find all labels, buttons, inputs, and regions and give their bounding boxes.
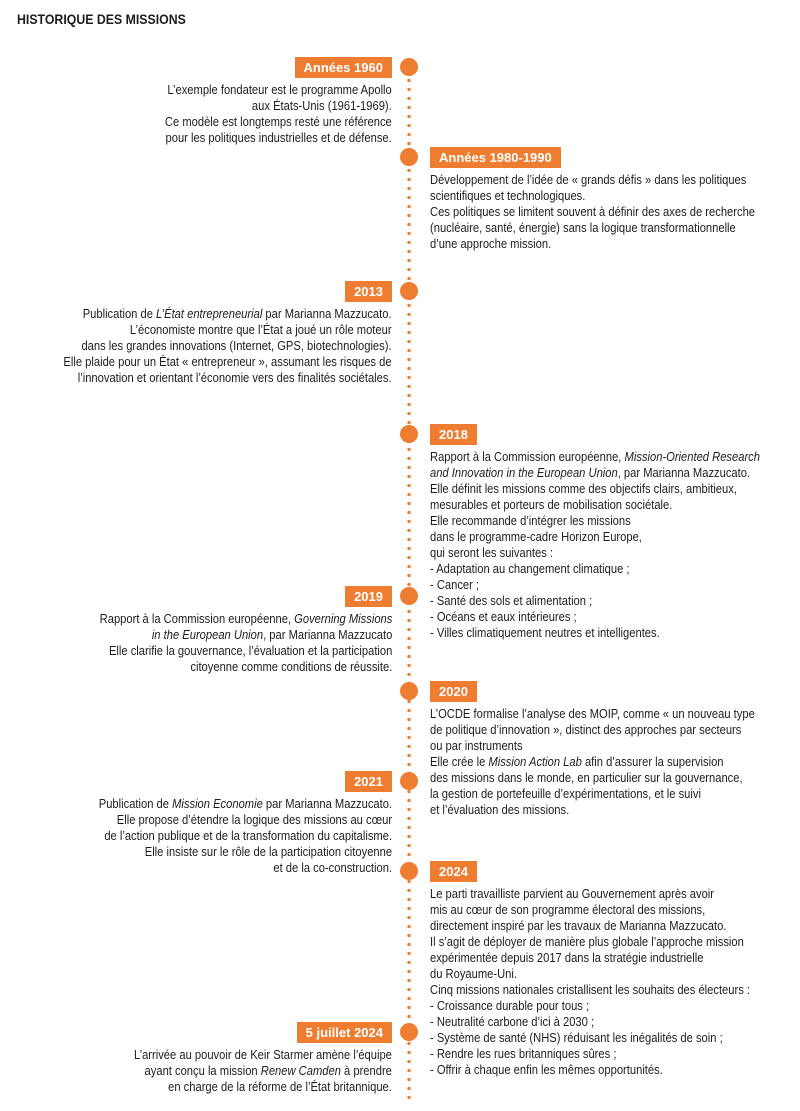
text-segment-italic: Mission Economie <box>172 796 263 811</box>
text-segment-italic: L’État entrepreneurial <box>156 306 263 321</box>
text-segment: directement inspiré par les travaux de Marianna Mazzucato. <box>430 918 727 933</box>
text-segment: L’économiste montre que l’État a joué un rôle moteur <box>130 322 392 337</box>
date-badge: 2018 <box>430 424 477 445</box>
timeline-entry-6 <box>430 681 800 818</box>
text-segment: Développement de l’idée de « grands défis » dans les politiques <box>430 172 747 187</box>
text-line <box>430 625 760 641</box>
text-segment: L’OCDE formalise l’analyse des MOIP, comme « un nouveau type <box>430 706 755 721</box>
text-line <box>430 998 750 1014</box>
text-segment: - Offrir à chaque enfin les mêmes opportunités. <box>430 1062 663 1077</box>
text-line <box>430 802 755 818</box>
text-segment: Elle clarifie la gouvernance, l’évaluation et la participation <box>108 643 392 658</box>
text-line <box>64 306 392 322</box>
text-segment: qui seront les suivantes : <box>430 545 554 560</box>
timeline-dot <box>400 1023 418 1041</box>
text-line <box>99 643 392 659</box>
timeline-entry-1 <box>0 57 392 146</box>
text-segment: Elle crée le <box>430 754 489 769</box>
text-segment-italic: Mission Action Lab <box>488 754 582 769</box>
text-segment: et de la co-construction. <box>273 860 392 875</box>
text-line <box>430 545 760 561</box>
date-badge: 2021 <box>345 771 392 792</box>
text-line <box>430 172 755 188</box>
text-line <box>430 449 760 465</box>
text-segment: , par Marianna Mazzucato <box>262 627 392 642</box>
timeline-dot <box>400 425 418 443</box>
date-badge: 2013 <box>345 281 392 302</box>
timeline-entry-4 <box>430 424 800 641</box>
text-line <box>430 706 755 722</box>
text-segment: Elle plaide pour un État « entrepreneur », assumant les risques de <box>63 354 392 369</box>
text-line <box>64 354 392 370</box>
text-segment: - Rendre les rues britanniques sûres ; <box>430 1046 617 1061</box>
text-segment: - Neutralité carbone d’ici à 2030 ; <box>430 1014 595 1029</box>
text-segment: de l’action publique et de la transformation du capitalisme. <box>104 828 392 843</box>
text-line <box>99 844 392 860</box>
text-segment: - Adaptation au changement climatique ; <box>430 561 630 576</box>
text-segment: Rapport à la Commission européenne, <box>99 611 294 626</box>
date-badge: 2020 <box>430 681 477 702</box>
date-badge: Années 1960 <box>295 57 393 78</box>
text-line <box>430 1030 750 1046</box>
date-badge: 5 juillet 2024 <box>297 1022 392 1043</box>
timeline-entry-3 <box>0 281 392 386</box>
text-line <box>430 918 750 934</box>
text-line <box>165 130 392 146</box>
text-segment: Ce modèle est longtemps resté une référence <box>165 114 392 129</box>
text-line <box>430 1014 750 1030</box>
text-segment: Elle propose d’étendre la logique des missions au cœur <box>116 812 392 827</box>
text-segment: du Royaume-Uni. <box>430 966 517 981</box>
timeline-dot <box>400 282 418 300</box>
text-line <box>64 370 392 386</box>
text-line <box>430 465 760 481</box>
text-segment: pour les politiques industrielles et de défense. <box>165 130 392 145</box>
text-segment: par Marianna Mazzucato. <box>262 306 392 321</box>
text-segment: L’exemple fondateur est le programme Apollo <box>167 82 392 97</box>
text-line <box>64 322 392 338</box>
date-badge: 2019 <box>345 586 392 607</box>
text-line <box>99 812 392 828</box>
text-segment-italic: Renew Camden <box>260 1063 342 1078</box>
text-line <box>99 860 392 876</box>
timeline-dot <box>400 862 418 880</box>
text-line <box>430 950 750 966</box>
text-line <box>430 513 760 529</box>
text-line <box>430 609 760 625</box>
text-segment: mesurables et porteurs de mobilisation sociétale. <box>430 497 673 512</box>
text-segment-italic: and Innovation in the European Union <box>430 465 618 480</box>
text-segment: citoyenne comme conditions de réussite. <box>190 659 392 674</box>
text-segment-italic: Governing Missions <box>293 611 392 626</box>
text-segment: Il s’agit de déployer de manière plus globale l’approche mission <box>430 934 744 949</box>
entry-text <box>51 796 392 876</box>
timeline-dot <box>400 58 418 76</box>
timeline-dot <box>400 682 418 700</box>
text-line <box>134 1063 392 1079</box>
text-segment: la gestion de portefeuille d’expérimentations, et le suivi <box>430 786 701 801</box>
text-segment: de politique d’innovation », distinct des approches par secteurs <box>430 722 742 737</box>
text-segment: ou par instruments <box>430 738 523 753</box>
text-line <box>99 796 392 812</box>
text-segment: et l’évaluation des missions. <box>430 802 570 817</box>
entry-text <box>128 82 392 146</box>
text-segment: mis au cœur de son programme électoral des missions, <box>430 902 706 917</box>
text-line <box>430 220 755 236</box>
text-segment: L’arrivée au pouvoir de Keir Starmer amène l’équipe <box>134 1047 392 1062</box>
entry-text <box>430 449 800 641</box>
entry-text <box>92 1047 392 1095</box>
entry-text <box>430 886 800 1078</box>
timeline-dot <box>400 148 418 166</box>
text-segment: Le parti travailliste parvient au Gouvernement après avoir <box>430 886 715 901</box>
timeline-entry-2 <box>430 147 800 252</box>
text-line <box>165 82 392 98</box>
text-segment: , par Marianna Mazzucato. <box>617 465 751 480</box>
text-segment: ayant conçu la mission <box>144 1063 261 1078</box>
text-segment: dans le programme-cadre Horizon Europe, <box>430 529 642 544</box>
entry-text <box>10 306 392 386</box>
text-segment: Rapport à la Commission européenne, <box>430 449 625 464</box>
timeline-line <box>407 67 411 1102</box>
text-segment: scientifiques et technologiques. <box>430 188 586 203</box>
text-segment-italic: in the European Union <box>151 627 263 642</box>
text-line <box>430 886 750 902</box>
text-line <box>430 738 755 754</box>
text-line <box>430 593 760 609</box>
text-line <box>430 770 755 786</box>
text-line <box>430 934 750 950</box>
text-line <box>64 338 392 354</box>
text-segment: Publication de <box>83 306 157 321</box>
text-line <box>430 966 750 982</box>
text-line <box>430 754 755 770</box>
entry-text <box>52 611 392 675</box>
text-line <box>165 114 392 130</box>
text-segment: - Villes climatiquement neutres et intelligentes. <box>430 625 660 640</box>
text-segment-italic: Mission-Oriented Research <box>624 449 760 464</box>
text-line <box>430 982 750 998</box>
text-segment: Elle définit les missions comme des objectifs clairs, ambitieux, <box>430 481 737 496</box>
text-line <box>99 659 392 675</box>
text-segment: - Système de santé (NHS) réduisant les inégalités de soin ; <box>430 1030 723 1045</box>
text-line <box>430 204 755 220</box>
text-segment: aux États-Unis (1961-1969). <box>252 98 392 113</box>
timeline-entry-7 <box>0 771 392 876</box>
text-segment: Cinq missions nationales cristallisent les souhaits des électeurs : <box>430 982 751 997</box>
text-segment: Publication de <box>98 796 173 811</box>
timeline-entry-9 <box>0 1022 392 1095</box>
text-line <box>430 786 755 802</box>
text-segment: dans les grandes innovations (Internet, GPS, biotechnologies). <box>81 338 393 353</box>
text-line <box>430 529 760 545</box>
text-segment: en charge de la réforme de l’État britannique. <box>168 1079 392 1094</box>
text-segment: (nucléaire, santé, énergie) sans la logique transformationnelle <box>430 220 736 235</box>
text-segment: Ces politiques se limitent souvent à définir des axes de recherche <box>430 204 756 219</box>
date-badge: Années 1980-1990 <box>430 147 561 168</box>
text-segment: des missions dans le monde, en particulier sur la gouvernance, <box>430 770 743 785</box>
text-line <box>165 98 392 114</box>
text-line <box>430 1046 750 1062</box>
text-segment: - Océans et eaux intérieures ; <box>430 609 577 624</box>
timeline-entry-8 <box>430 861 800 1078</box>
text-line <box>134 1079 392 1095</box>
text-segment: - Croissance durable pour tous ; <box>430 998 590 1013</box>
text-segment: afin d’assurer la supervision <box>581 754 724 769</box>
page-title: HISTORIQUE DES MISSIONS <box>17 11 186 27</box>
timeline-dot <box>400 772 418 790</box>
text-line <box>430 1062 750 1078</box>
text-line <box>99 627 392 643</box>
text-line <box>430 188 755 204</box>
text-segment: Elle recommande d’intégrer les missions <box>430 513 631 528</box>
entry-text <box>430 172 800 252</box>
text-line <box>430 497 760 513</box>
text-segment: d’une approche mission. <box>430 236 552 251</box>
timeline-entry-5 <box>0 586 392 675</box>
text-line <box>99 611 392 627</box>
text-line <box>430 561 760 577</box>
text-line <box>430 577 760 593</box>
text-line <box>430 236 755 252</box>
date-badge: 2024 <box>430 861 477 882</box>
text-line <box>134 1047 392 1063</box>
text-segment: - Cancer ; <box>430 577 480 592</box>
text-segment: à prendre <box>341 1063 392 1078</box>
text-segment: l’innovation et orientant l’économie vers des finalités sociétales. <box>78 370 392 385</box>
text-segment: Elle insiste sur le rôle de la participation citoyenne <box>144 844 392 859</box>
timeline-dot <box>400 587 418 605</box>
text-line <box>430 722 755 738</box>
text-segment: expérimentée depuis 2017 dans la stratégie industrielle <box>430 950 704 965</box>
entry-text <box>430 706 800 818</box>
text-segment: - Santé des sols et alimentation ; <box>430 593 593 608</box>
text-line <box>99 828 392 844</box>
text-segment: par Marianna Mazzucato. <box>262 796 392 811</box>
text-line <box>430 481 760 497</box>
text-line <box>430 902 750 918</box>
